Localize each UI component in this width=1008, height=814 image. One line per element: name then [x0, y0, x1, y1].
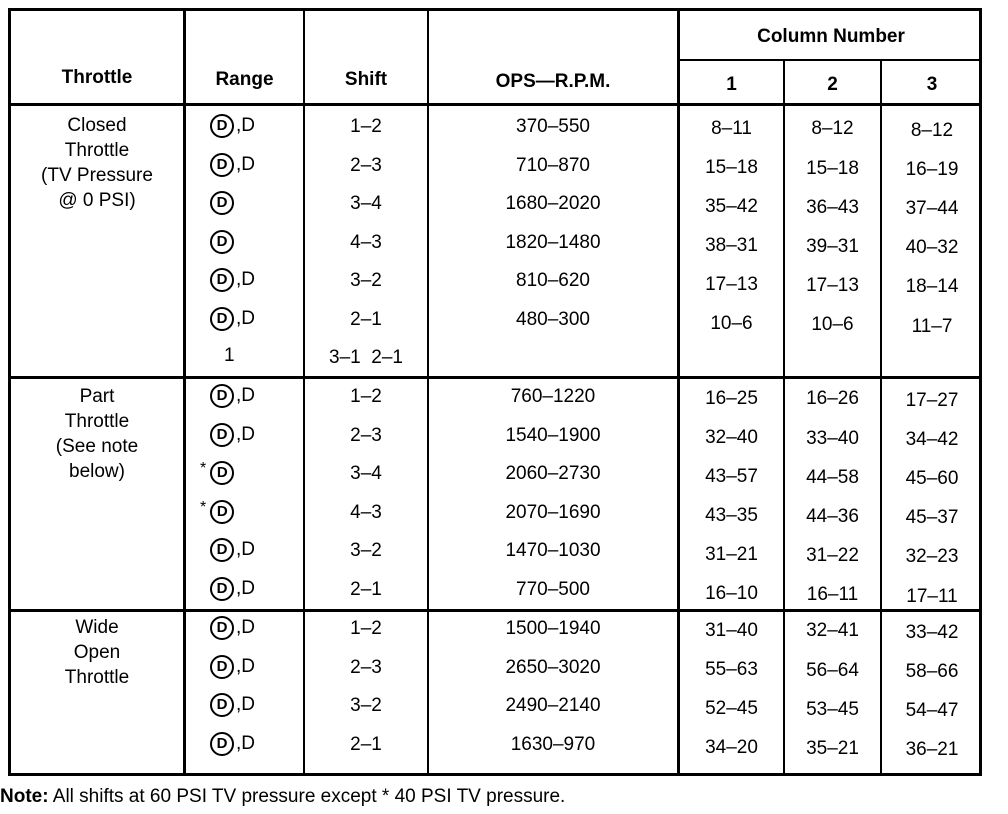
range-suffix: ,D [236, 732, 255, 754]
column-2-cell: 10–6 [811, 313, 854, 335]
circled-d-symbol: D [210, 693, 234, 717]
header-subdivider [677, 59, 982, 61]
shift-cell: 2–3 [350, 154, 382, 176]
column-1-cell: 52–45 [705, 697, 758, 719]
column-2-cell: 53–45 [806, 698, 859, 720]
column-1-cell: 15–18 [705, 156, 758, 178]
footnote-label: Note: [0, 786, 49, 807]
range-suffix: ,D [236, 385, 255, 406]
range-suffix: ,D [236, 153, 255, 175]
column-3-cell: 8–12 [910, 120, 954, 141]
group-divider [8, 376, 982, 379]
shift-cell: 3–2 [350, 695, 382, 716]
column-1-cell: 31–40 [705, 619, 758, 641]
range-cell [210, 423, 255, 447]
column-3-cell: 17–27 [905, 390, 959, 411]
column-2-cell: 36–43 [806, 196, 859, 218]
asterisk-mark: * [200, 498, 207, 516]
ops-rpm-cell: 480–300 [516, 308, 590, 330]
ops-rpm-cell: 2490–2140 [505, 695, 601, 716]
range-cell [210, 230, 234, 254]
column-1-cell: 16–25 [705, 387, 758, 409]
ops-rpm-cell: 1680–2020 [505, 193, 601, 214]
range-cell [210, 307, 255, 331]
column-3-cell: 40–32 [905, 237, 959, 259]
column-2-cell: 35–21 [806, 737, 859, 759]
range-suffix: ,D [236, 115, 255, 136]
header-throttle: Throttle [61, 67, 133, 88]
shift-cell: 2–3 [350, 424, 382, 446]
range-suffix: ,D [236, 694, 255, 715]
column-2-cell: 44–58 [806, 466, 859, 488]
ops-rpm-cell: 1630–970 [510, 733, 596, 755]
column-2-cell: 39–31 [806, 235, 859, 257]
circled-d-symbol: D [210, 191, 234, 215]
column-1-cell: 55–63 [705, 658, 758, 680]
circled-d-symbol: D [210, 577, 234, 601]
column-2-cell: 44–36 [806, 505, 859, 527]
ops-rpm-cell: 2060–2730 [505, 463, 601, 484]
ops-rpm-cell: 2070–1690 [505, 501, 601, 523]
header-col-1: 1 [726, 74, 737, 95]
column-3-cell: 37–44 [905, 198, 959, 220]
range-cell [210, 538, 255, 562]
column-3-cell: 58–66 [905, 661, 959, 683]
column-3-cell: 45–60 [905, 468, 959, 490]
circled-d-symbol: D [210, 616, 234, 640]
circled-d-symbol: D [210, 732, 234, 756]
group-label-part-throttle: Part Throttle (See note below) [55, 386, 139, 482]
column-2-cell: 32–41 [806, 620, 859, 642]
range-cell [210, 616, 255, 640]
range-cell [210, 655, 255, 679]
column-1-cell: 10–6 [710, 313, 753, 335]
column-3-cell: 33–42 [905, 622, 959, 643]
column-3-cell: 34–42 [905, 429, 959, 451]
header-column-number: Column Number [757, 26, 905, 47]
circled-d-symbol: D [210, 230, 234, 254]
range-suffix: ,D [236, 307, 255, 329]
circled-d-symbol: D [210, 461, 234, 485]
column-2-cell: 17–13 [806, 274, 859, 296]
ops-rpm-cell: 710–870 [516, 154, 590, 176]
ops-rpm-cell: 1500–1940 [505, 618, 601, 639]
range-cell [210, 732, 255, 756]
ops-rpm-cell: 1540–1900 [505, 424, 601, 446]
column-1-cell: 16–10 [705, 583, 758, 605]
column-3-cell: 17–11 [906, 585, 958, 607]
range-cell [200, 500, 234, 524]
range-cell [210, 693, 255, 717]
column-2-cell: 31–22 [806, 544, 859, 566]
column-3-cell: 32–23 [905, 546, 959, 568]
shift-cell: 3–4 [350, 463, 382, 484]
header-range: Range [215, 69, 274, 90]
range-cell [200, 461, 234, 485]
footnote-text: All shifts at 60 PSI TV pressure except * 40 PSI TV pressure. [48, 786, 566, 807]
range-cell [210, 577, 255, 601]
range-suffix: ,D [236, 655, 255, 677]
column-1-cell: 43–35 [705, 504, 758, 526]
circled-d-symbol: D [210, 423, 234, 447]
range-cell [222, 345, 235, 367]
group-label-closed-throttle: Closed Throttle (TV Pressure @ 0 PSI) [41, 115, 153, 211]
range-cell [210, 268, 255, 292]
column-1-cell: 35–42 [705, 195, 758, 217]
circled-d-symbol: D [210, 538, 234, 562]
column-3-cell: 45–37 [905, 507, 959, 529]
header-col-2: 2 [827, 74, 838, 95]
circled-d-symbol: D [210, 268, 234, 292]
column-3-cell: 11–7 [911, 315, 953, 337]
header-bottom-rule [8, 103, 982, 106]
shift-cell: 4–3 [350, 231, 382, 253]
range-suffix: ,D [236, 269, 255, 290]
range-suffix: 1 [224, 345, 235, 366]
circled-d-symbol: D [210, 500, 234, 524]
shift-cell: 1–2 [350, 618, 382, 639]
range-cell [210, 114, 255, 138]
circled-d-symbol: D [210, 384, 234, 408]
column-2-cell: 56–64 [806, 659, 859, 681]
circled-d-symbol: D [210, 655, 234, 679]
column-2-cell: 15–18 [806, 157, 859, 179]
column-3-cell: 16–19 [905, 159, 959, 181]
column-1-cell: 32–40 [705, 426, 758, 448]
ops-rpm-cell: 2650–3020 [505, 656, 601, 678]
column-2-cell: 16–26 [806, 388, 859, 410]
group-divider [8, 609, 982, 612]
circled-d-symbol: D [210, 114, 234, 138]
range-cell [210, 384, 255, 408]
column-3-cell: 18–14 [905, 276, 959, 298]
ops-rpm-cell: 370–550 [516, 116, 590, 137]
shift-cell: 2–1 [350, 308, 382, 330]
column-3-cell: 54–47 [905, 700, 959, 722]
column-2-cell: 8–12 [811, 118, 854, 140]
shift-cell: 3–4 [350, 193, 382, 214]
shift-cell: 3–1 2–1 [329, 347, 403, 368]
column-1-cell: 38–31 [705, 234, 758, 256]
asterisk-mark: * [200, 460, 207, 477]
column-2-cell: 33–40 [806, 427, 859, 449]
footnote [0, 786, 565, 808]
column-2-cell: 16–11 [806, 583, 859, 605]
range-suffix: ,D [236, 617, 255, 638]
column-1-cell: 34–20 [705, 736, 758, 758]
circled-d-symbol: D [210, 153, 234, 177]
shift-cell: 3–2 [350, 540, 382, 561]
column-1-cell: 8–11 [711, 117, 752, 139]
header-shift: Shift [344, 69, 388, 90]
column-1-cell: 17–13 [705, 274, 758, 295]
range-cell [210, 153, 255, 177]
shift-cell: 4–3 [350, 501, 382, 523]
ops-rpm-cell: 1470–1030 [505, 540, 601, 561]
ops-rpm-cell: 810–620 [516, 270, 590, 291]
column-3-cell: 36–21 [905, 739, 959, 761]
column-1-cell: 43–57 [705, 465, 758, 487]
shift-cell: 1–2 [350, 386, 382, 407]
range-suffix: ,D [236, 423, 255, 445]
shift-cell: 2–1 [350, 578, 382, 600]
shift-cell: 2–1 [350, 733, 382, 755]
circled-d-symbol: D [210, 307, 234, 331]
shift-cell: 2–3 [350, 656, 382, 678]
shift-cell: 1–2 [350, 116, 382, 137]
header-col-3: 3 [926, 74, 938, 95]
range-cell [210, 191, 234, 215]
group-label-wide-open-throttle: Wide Open Throttle [64, 617, 130, 688]
ops-rpm-cell: 1820–1480 [505, 231, 601, 253]
ops-rpm-cell: 770–500 [516, 578, 590, 600]
range-suffix: ,D [236, 539, 255, 560]
ops-rpm-cell: 760–1220 [510, 386, 596, 407]
column-1-cell: 31–21 [705, 544, 758, 565]
range-suffix: ,D [236, 577, 255, 599]
header-ops-rpm: OPS—R.P.M. [495, 71, 611, 92]
shift-cell: 3–2 [350, 270, 382, 291]
